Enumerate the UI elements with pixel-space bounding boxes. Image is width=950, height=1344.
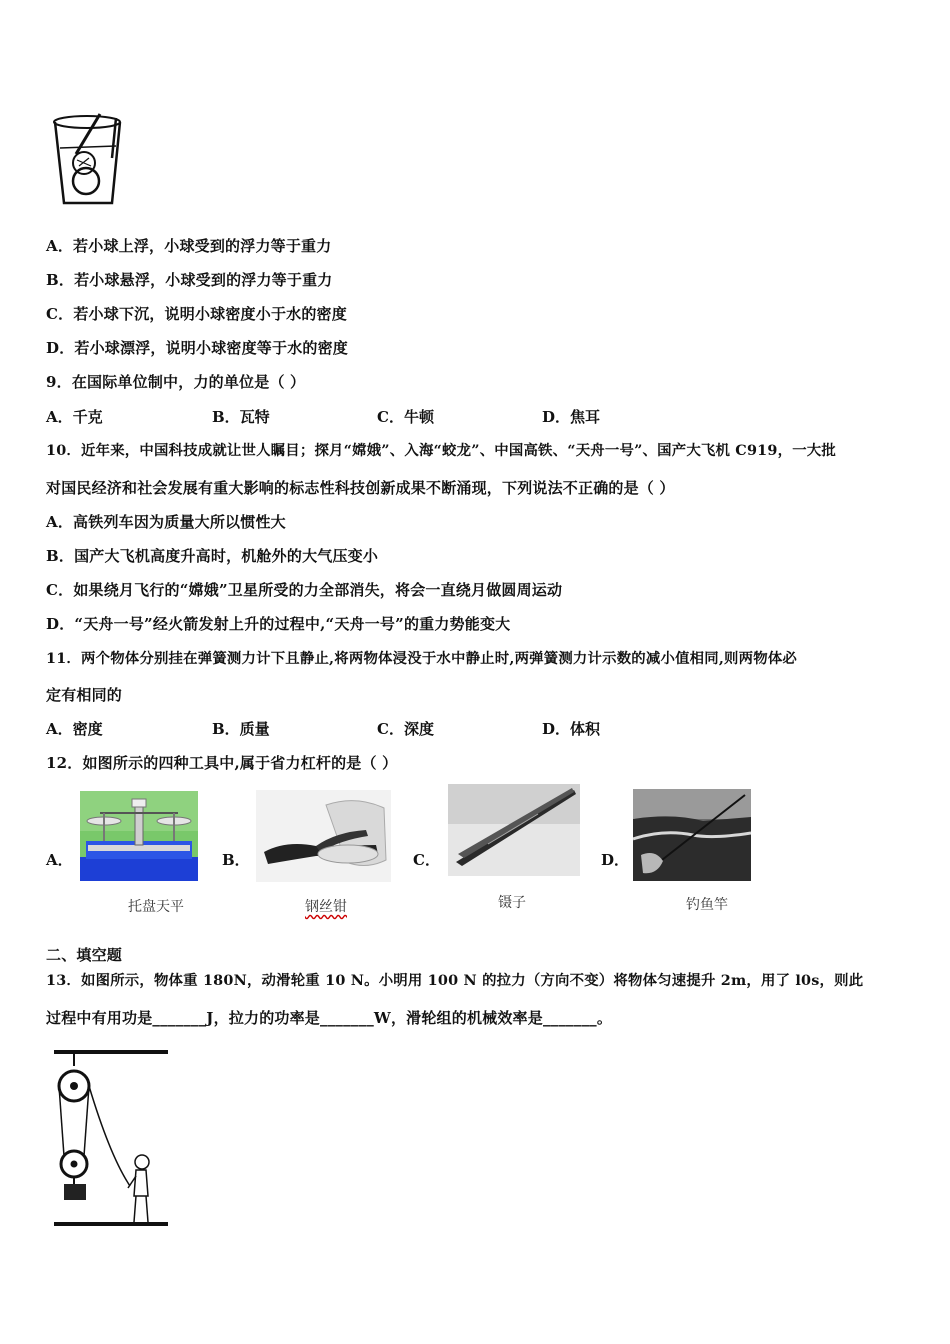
q9-stem: 9．在国际单位制中，力的单位是（ ） [46, 373, 306, 391]
q12-tool-d-label: 钓鱼竿 [686, 897, 728, 913]
q12-tool-c-label: 镊子 [498, 895, 526, 911]
q11-option-b: B．质量 [212, 720, 270, 738]
q12-tool-b-label-text: 钢丝钳 [305, 899, 347, 915]
q8-option-b: B．若小球悬浮，小球受到的浮力等于重力 [46, 271, 333, 289]
q10-stem-line1: 10．近年来，中国科技成就让世人瞩目；探月“嫦娥”、入海“蛟龙”、中国高铁、“天舟一号”、国产大飞机 C919，一大批 [46, 442, 836, 459]
q8-option-a: A．若小球上浮，小球受到的浮力等于重力 [46, 237, 332, 255]
q9-options [46, 407, 646, 427]
q12-tool-a-letter: A． [46, 851, 73, 869]
cup-ball-figure [50, 108, 130, 208]
q8-option-d: D．若小球漂浮，说明小球密度等于水的密度 [46, 339, 349, 357]
q8-option-c: C．若小球下沉，说明小球密度小于水的密度 [46, 305, 347, 323]
q11-options [46, 719, 646, 739]
q13-stem-line2: 过程中有用功是_______J，拉力的功率是_______W，滑轮组的机械效率是_______。 [46, 1009, 613, 1027]
q10-stem-line2: 对国民经济和社会发展有重大影响的标志性科技创新成果不断涌现，下列说法不正确的是（ ） [46, 479, 675, 497]
q11-option-a: A．密度 [46, 720, 103, 738]
q9-option-d: D．焦耳 [542, 408, 601, 426]
q11-stem-line2: 定有相同的 [46, 686, 123, 704]
pliers-image [256, 790, 391, 882]
q9-option-c: C．牛顿 [377, 408, 434, 426]
q10-option-c: C．如果绕月飞行的“嫦娥”卫星所受的力全部消失，将会一直绕月做圆周运动 [46, 581, 563, 599]
q11-option-d: D．体积 [542, 720, 601, 738]
q11-stem-line1: 11．两个物体分别挂在弹簧测力计下且静止,将两物体浸没于水中静止时,两弹簧测力计示数的减小值相同,则两物体必 [46, 650, 798, 667]
q12-tool-b-letter: B． [222, 851, 250, 869]
q13-stem-line1: 13．如图所示，物体重 180N，动滑轮重 10 N。小明用 100 N 的拉力（方向不变）将物体匀速提升 2m，用了 l0s，则此 [46, 972, 864, 989]
fishing-rod-image [633, 789, 751, 881]
q10-option-d: D．“天舟一号”经火箭发射上升的过程中,“天舟一号”的重力势能变大 [46, 615, 511, 633]
q12-tool-a-label: 托盘天平 [128, 899, 184, 915]
pulley-system-figure [50, 1046, 172, 1234]
q11-option-c: C．深度 [377, 720, 434, 738]
tweezers-image [448, 784, 580, 876]
q12-tool-d-letter: D． [601, 851, 630, 869]
q10-option-a: A．高铁列车因为质量大所以惯性大 [46, 513, 286, 531]
q12-tool-c-letter: C． [413, 851, 440, 869]
q9-option-b: B．瓦特 [212, 408, 270, 426]
q12-tool-b-label [305, 896, 347, 916]
section-fill-blank-title: 二、填空题 [46, 946, 123, 964]
q10-option-b: B．国产大飞机高度升高时，机舱外的大气压变小 [46, 547, 379, 565]
q12-stem: 12．如图所示的四种工具中,属于省力杠杆的是（ ） [46, 754, 398, 772]
balance-scale-image [80, 791, 198, 881]
q9-option-a: A．千克 [46, 408, 103, 426]
